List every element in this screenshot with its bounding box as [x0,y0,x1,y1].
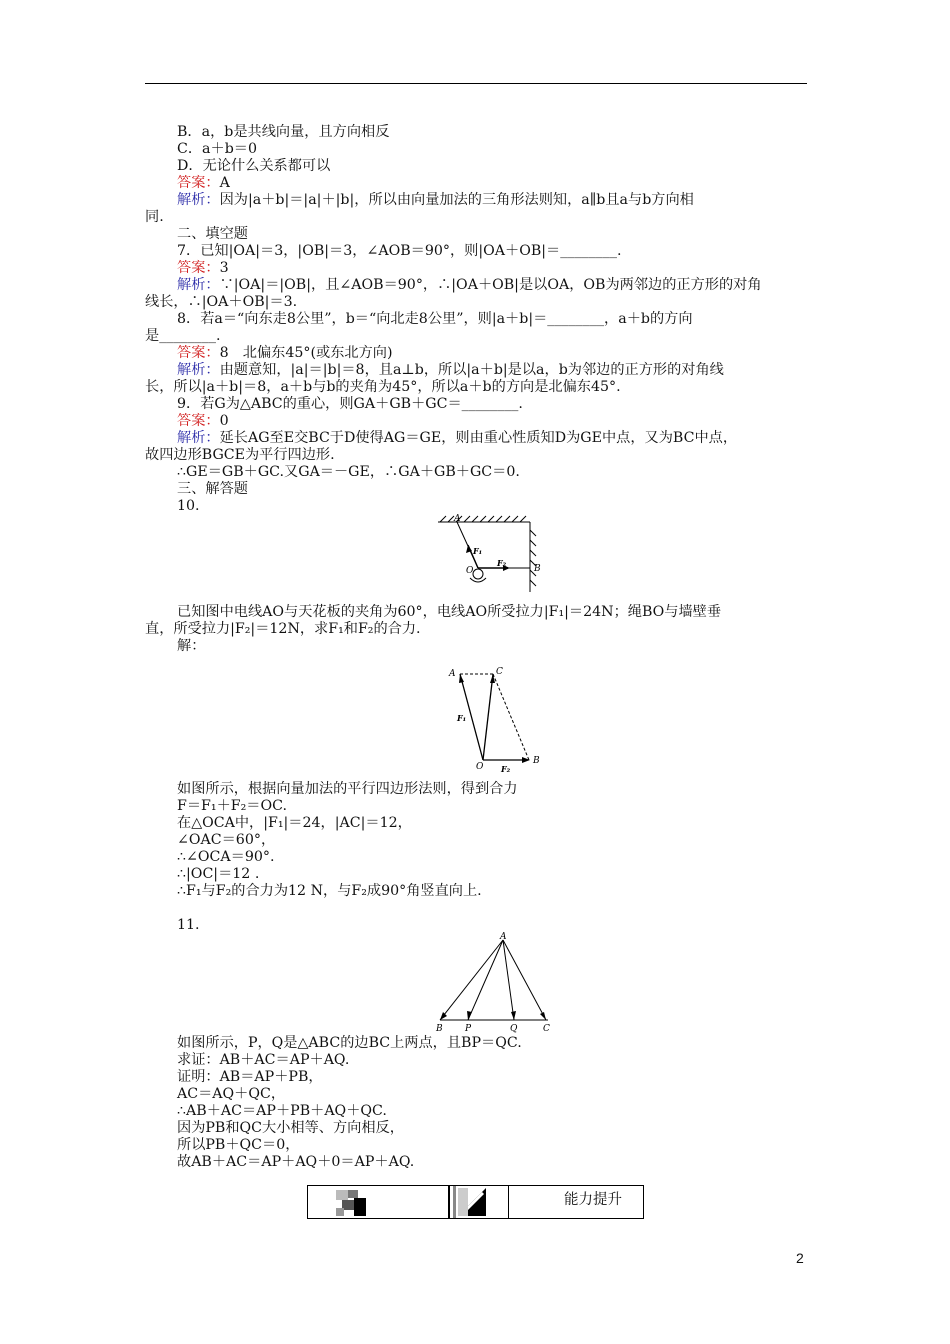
answer-6: 答案：A [177,175,230,191]
analysis-9-cont2: ∴GE＝GB＋GC.又GA＝－GE，∴GA＋GB＋GC＝0. [177,464,520,480]
question-8-cont: 是________. [145,328,221,344]
option-d: D．无论什么关系都可以 [177,158,331,174]
question-10-text: 已知图中电线AO与天花板的夹角为60°，电线AO所受拉力|F₁|＝24N；绳BO与墙壁垂 [177,604,722,620]
wall-hatch [530,530,536,586]
question-8: 8．若a＝“向东走8公里”，b＝“向北走8公里”，则|a＋b|＝________，a＋b的方向 [177,311,693,327]
solution-10-line-5: ∴∠OCA＝90°. [177,849,275,865]
analysis-9: 解析：延长AG至E交BC于D使得AG＝GE，则由重心性质知D为GE中点，又为BC中点， [177,430,738,446]
analysis-7-cont: 线长，∴|OA＋OB|＝3. [145,294,298,310]
answer-9: 答案：0 [177,413,229,429]
answer-8: 答案：8 北偏东45°(或东北方向) [177,345,393,361]
fig11-label-c: C [543,1024,550,1034]
header-rule [145,83,807,84]
solution-10-line-3: 在△OCA中，|F₁|＝24，|AC|＝12， [177,815,412,831]
option-c: C．a＋b＝0 [177,141,257,157]
question-10-number: 10. [177,498,200,514]
fig10s-label-f2: F₂ [501,764,511,774]
answer-label: 答案： [177,175,220,191]
analysis-6: 解析：因为|a＋b|＝|a|＋|b|，所以由向量加法的三角形法则知，a∥b且a与b方向相 [177,192,694,208]
fig11-label-q: Q [510,1024,518,1034]
question-7: 7．已知|OA|＝3，|OB|＝3，∠AOB＝90°，则|OA＋OB|＝________. [177,243,622,259]
proof-11-line-3: ∴AB＋AC＝AP＋PB＋AQ＋QC. [177,1103,387,1119]
solution-10-line-2: F＝F₁＋F₂＝OC. [177,798,287,814]
fig11-label-p: P [465,1024,472,1034]
fig10-label-o: O [466,566,474,576]
fig10s-label-b: B [533,756,540,766]
option-b: B．a，b是共线向量，且方向相反 [177,124,390,140]
question-11-number: 11. [177,917,200,933]
analysis-8-cont: 长，所以|a＋b|＝8，a＋b与b的夹角为45°，所以a＋b的方向是北偏东45°. [145,379,621,395]
fig10s-label-a: A [449,669,456,679]
proof-11-line-2: AC＝AQ＋QC， [177,1086,286,1102]
banner-slash-icon [458,1188,486,1216]
section-banner [307,1185,644,1219]
section-fill-blank: 二、填空题 [177,226,248,242]
banner-label: 能力提升 [564,1192,622,1208]
figure-11 [430,930,560,1035]
ceiling-hatch [440,516,526,522]
fig10s-label-o: O [476,762,484,772]
analysis-9-cont: 故四边形BGCE为平行四边形. [145,447,335,463]
fig10-label-b: B [534,564,541,574]
fig11-label-b: B [436,1024,443,1034]
proof-11-line-4: 因为PB和QC大小相等、方向相反， [177,1120,404,1136]
banner-decor-block [336,1190,348,1200]
solution-10-line-4: ∠OAC＝60°， [177,832,276,848]
solution-10-line-6: ∴|OC|＝12 . [177,866,260,882]
question-10-text-cont: 直，所受拉力|F₂|＝12N，求F₁和F₂的合力. [145,621,421,637]
solution-10-line-7: ∴F₁与F₂的合力为12 N，与F₂成90°角竖直向上. [177,883,482,899]
page-number: 2 [796,1250,804,1266]
proof-11-line-5: 所以PB＋QC＝0， [177,1137,300,1153]
fig10-label-f1: F₁ [473,546,483,556]
question-11-text: 如图所示，P，Q是△ABC的边BC上两点，且BP＝QC. [177,1035,522,1051]
fig10-label-a: A [454,514,461,524]
fig10s-label-c: C [496,667,503,677]
question-11-prove: 求证：AB＋AC＝AP＋AQ. [177,1052,350,1068]
question-9: 9．若G为△ABC的重心，则GA＋GB＋GC＝________. [177,396,523,412]
proof-11-line-6: 故AB＋AC＝AP＋AQ＋0＝AP＋AQ. [177,1154,415,1170]
figure-10 [430,512,550,607]
fig10-label-f2: F₂ [497,558,507,568]
analysis-6-cont: 同. [145,209,164,225]
fig11-label-a: A [500,932,507,942]
fig10s-label-f1: F₁ [457,713,467,723]
figure-10-solution [445,662,545,777]
analysis-7: 解析：∵|OA|＝|OB|，且∠AOB＝90°，∴|OA＋OB|是以OA，OB为两邻边的正方形的对角 [177,277,762,293]
analysis-8: 解析：由题意知，|a|＝|b|＝8，且a⊥b，所以|a＋b|是以a，b为邻边的正方形的对角线 [177,362,724,378]
answer-7: 答案：3 [177,260,229,276]
analysis-label: 解析： [177,192,220,208]
section-solve: 三、解答题 [177,481,248,497]
solution-10-line-1: 如图所示，根据向量加法的平行四边形法则，得到合力 [177,781,518,797]
solution-10-label: 解： [177,638,206,654]
proof-11-line-1: 证明：AB＝AP＋PB， [177,1069,323,1085]
